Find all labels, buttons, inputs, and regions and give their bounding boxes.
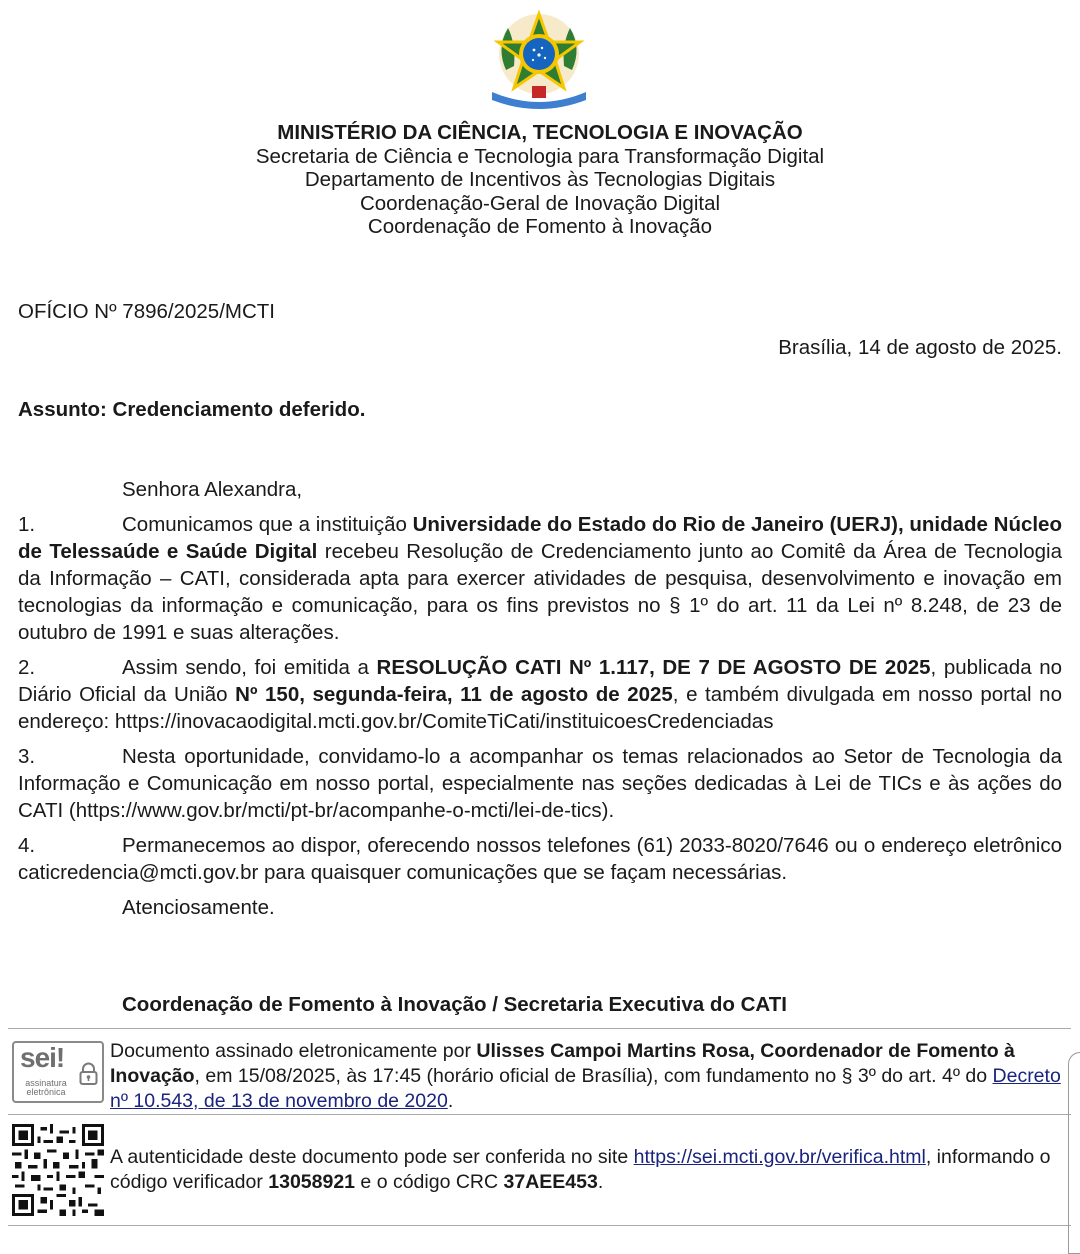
seal-caption-line: assinatura [25, 1078, 67, 1088]
signature-suffix: . [447, 1090, 454, 1112]
verification-row [8, 1115, 1071, 1226]
oficio-number: OFÍCIO Nº 7896/2025/MCTI [18, 300, 275, 323]
header-line: Secretaria de Ciência e Tecnologia para Transformação Digital [255, 144, 825, 168]
paragraph-4 [18, 832, 1062, 886]
lock-icon [79, 1062, 98, 1086]
paragraph-1 [18, 511, 1062, 646]
signature-details: , em 15/08/2025, às 17:45 (horário oficial de Brasília), com fundamento no § 3º do art. 4º do [194, 1065, 993, 1087]
signature-prefix: Documento assinado eletronicamente por [110, 1040, 477, 1062]
paragraph-text: Nesta oportunidade, convidamo-lo a acompanhar os temas relacionados ao Setor de Tecnologia da Informação e Comunicação em nosso portal, especialmente nas seções dedicadas à Lei de TICs e às ações do CATI (https://www.gov.br/mcti/pt-br/acompanhe-o-mcti/lei-de-tics). [18, 745, 1062, 822]
electronic-signature-row [8, 1029, 1071, 1115]
resolution-reference: RESOLUÇÃO CATI Nº 1.117, DE 7 DE AGOSTO DE 2025 [376, 656, 931, 679]
signer-name: Ulisses Campoi Martins Rosa, Coordenador de Fomento à Inovação [110, 1040, 1015, 1087]
seal-caption [17, 1079, 75, 1097]
paragraph-text: recebeu Resolução de Credenciamento junto ao Comitê da Área de Tecnologia da Informação – CATI, considerada apta para exercer atividades de pesquisa, desenvolvimento e inovação em tecnologias da informação e comunicação, para os fins previstos no § 1º do art. 11 da Lei nº 8.248, de 23 de outubro de 1991 e suas alterações. [18, 540, 1062, 644]
header-line: Coordenação de Fomento à Inovação [367, 215, 713, 238]
header-line: Departamento de Incentivos às Tecnologias Digitais [304, 168, 776, 191]
letter-body [18, 476, 1062, 921]
paragraph-number: 2. [18, 656, 36, 679]
brazil-coat-of-arms-icon [486, 8, 592, 114]
institution-name: Universidade do Estado do Rio de Janeiro (UERJ), unidade Núcleo de Telessaúde e Saúde Digital [18, 513, 1062, 563]
qr-code-icon[interactable] [12, 1124, 104, 1216]
crc-code: 37AEE453 [503, 1171, 598, 1193]
sei-logo: sei! [20, 1042, 65, 1073]
dou-reference: Nº 150, segunda-feira, 11 de agosto de 2025 [235, 683, 673, 706]
verifier-code: 13058921 [268, 1171, 356, 1193]
paragraph-number: 4. [18, 834, 36, 857]
paragraph-number: 1. [18, 513, 36, 536]
verification-prefix: A autenticidade deste documento pode ser conferida no site [110, 1146, 634, 1168]
header-line: Coordenação-Geral de Inovação Digital [359, 191, 721, 215]
signature-text [110, 1039, 1071, 1114]
subject-line: Assunto: Credenciamento deferido. [18, 398, 366, 421]
paragraph-text: , e também divulgada em nosso portal no endereço: https://inovacaodigital.mcti.gov.br/ComiteTiCati/instituicoesCredenciadas [18, 683, 1062, 733]
paragraph-2 [18, 654, 1062, 735]
paragraph-number: 3. [18, 745, 36, 768]
paragraph-text: Permanecemos ao dispor, oferecendo nossos telefones (61) 2033-8020/7646 ou o endereço eletrônico caticredencia@mcti.gov.br para quaisquer comunicações que se façam necessárias. [18, 834, 1062, 884]
decree-link[interactable]: Decreto nº 10.543, de 13 de novembro de 2020 [110, 1065, 1061, 1112]
verification-text [110, 1145, 1071, 1195]
seal-caption-line: eletrônica [26, 1087, 66, 1097]
verification-text-part: , informando o código verificador [110, 1146, 1051, 1193]
document-date: Brasília, 14 de agosto de 2025. [778, 336, 1062, 359]
verification-suffix: . [597, 1171, 604, 1193]
signature-block [8, 1028, 1071, 1226]
verification-link[interactable]: https://sei.mcti.gov.br/verifica.html [633, 1146, 926, 1168]
salutation: Senhora Alexandra, [122, 478, 303, 501]
verification-text-part: e o código CRC [355, 1171, 504, 1193]
closing: Atenciosamente. [122, 896, 275, 919]
sei-signature-seal [12, 1041, 104, 1103]
paragraph-text: , publicada no Diário Oficial da União [18, 656, 1063, 706]
paragraph-3 [18, 743, 1062, 824]
side-panel-handle[interactable] [1068, 1052, 1080, 1254]
document-header [0, 121, 1080, 239]
ministry-title: MINISTÉRIO DA CIÊNCIA, TECNOLOGIA E INOVAÇÃO [277, 121, 803, 144]
signer-unit: Coordenação de Fomento à Inovação / Secretaria Executiva do CATI [122, 993, 787, 1016]
paragraph-text: Comunicamos que a instituição [122, 513, 413, 536]
paragraph-text: Assim sendo, foi emitida a [122, 656, 377, 679]
